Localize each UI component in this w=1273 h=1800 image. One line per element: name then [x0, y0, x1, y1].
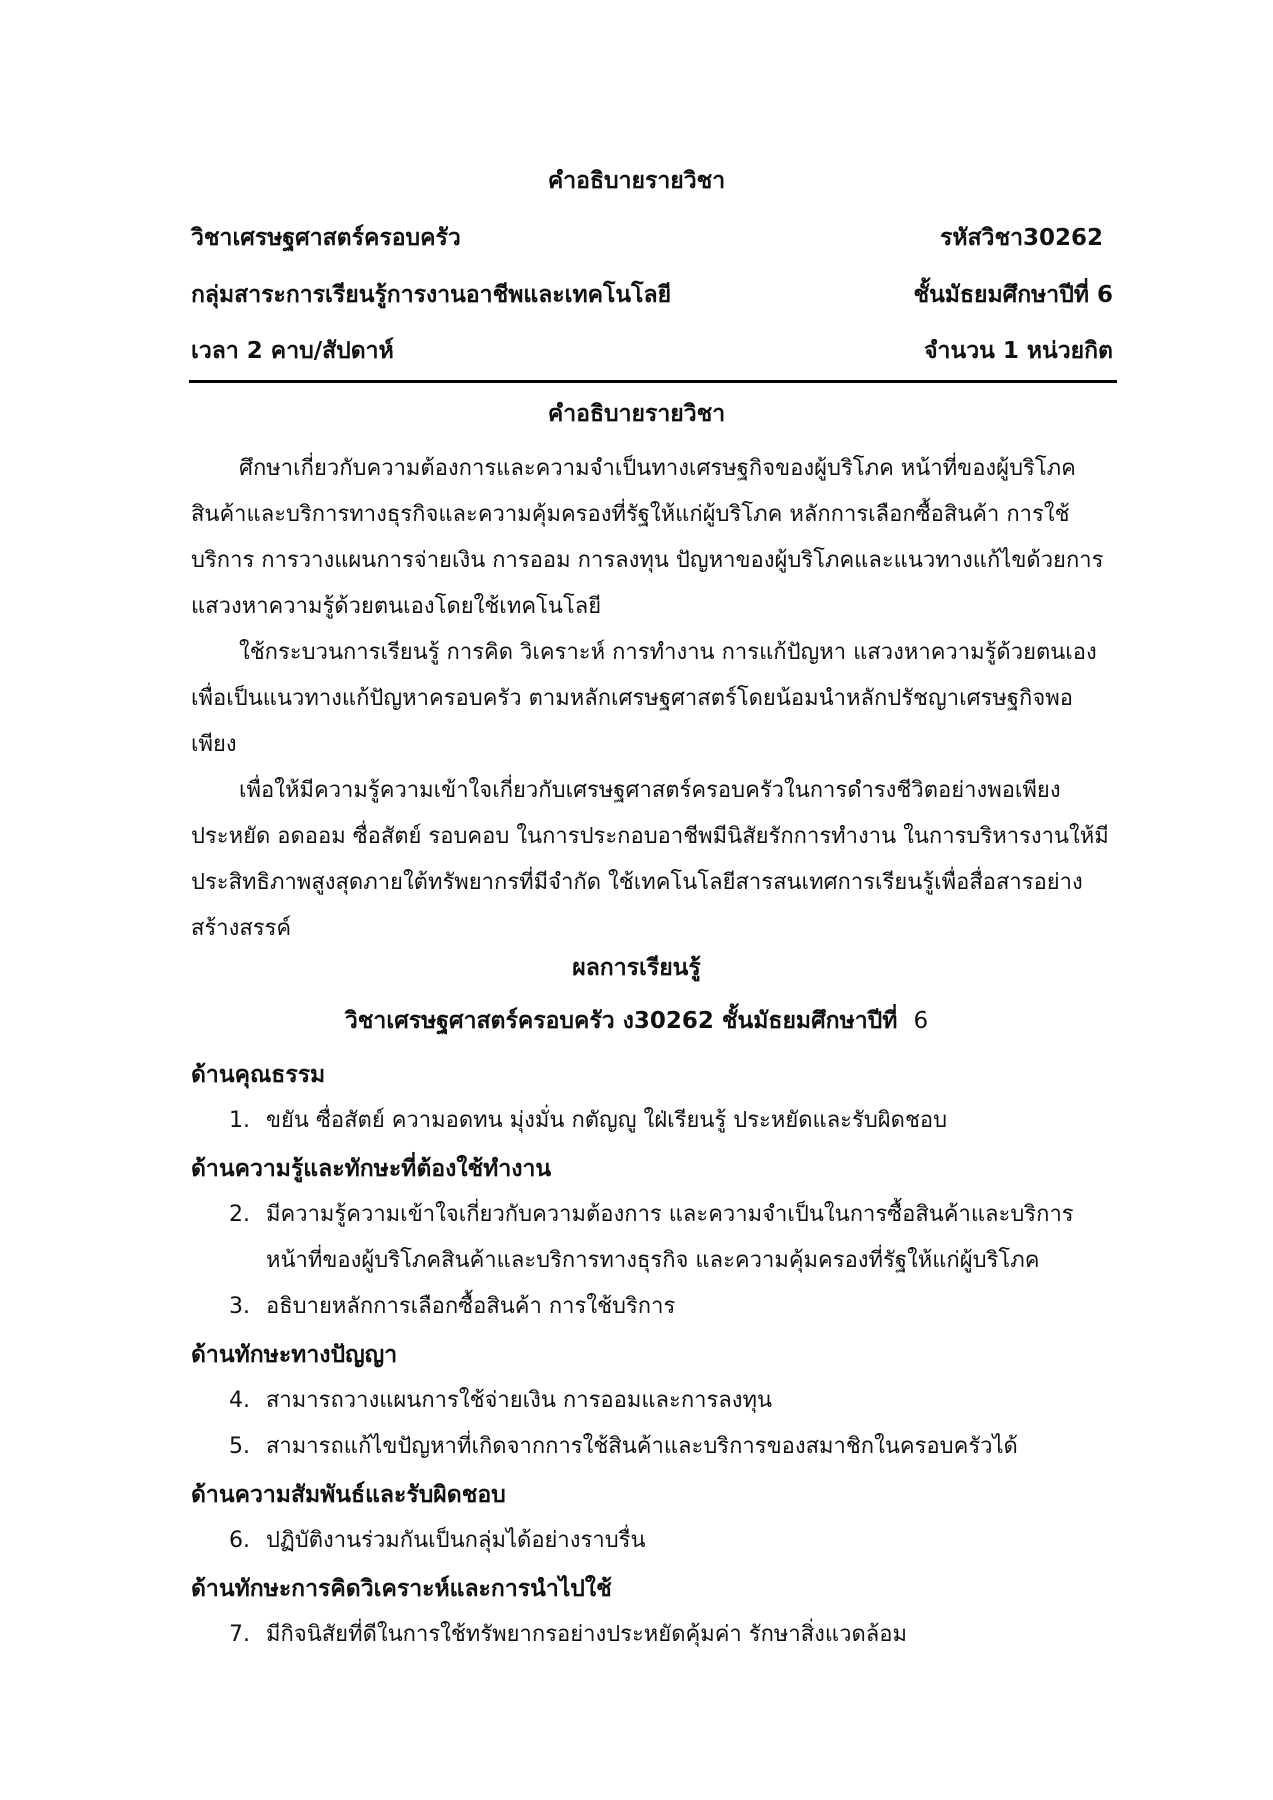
- outcome-text: สามารถแก้ไขปัญหาที่เกิดจากการใช้สินค้าและบริการของสมาชิกในครอบครัวได้: [266, 1434, 1018, 1459]
- outcome-group-knowledge: [191, 1146, 1113, 1330]
- grade-level: ชั้นมัธยมศึกษาปีที่ 6: [913, 282, 1113, 308]
- outcome-item: [191, 1098, 1113, 1144]
- outcomes-subtitle: [0, 1003, 1273, 1039]
- outcome-number: 5.: [229, 1434, 250, 1459]
- outcome-number: 2.: [229, 1202, 250, 1227]
- outcome-group-heading: ด้านทักษะการคิดวิเคราะห์และการนำไปใช้: [191, 1576, 612, 1602]
- outcome-number: 4.: [229, 1388, 250, 1413]
- outcome-text: ขยัน ซื่อสัตย์ ความอดทน มุ่งมั่น กตัญญู ใฝ่เรียนรู้ ประหยัดและรับผิดชอบ: [266, 1108, 948, 1133]
- header-divider: [189, 380, 1117, 383]
- outcome-item: [191, 1378, 1113, 1424]
- description-paragraph: ใช้กระบวนการเรียนรู้ การคิด วิเคราะห์ การทำงาน การแก้ปัญหา แสวงหาความรู้ด้วยตนเองเพื่อเป็นแนวทางแก้ปัญหาครอบครัว ตามหลักเศรษฐศาสตร์โดยน้อมนำหลักปรัชญาเศรษฐกิจพอเพียง: [191, 640, 1097, 757]
- outcome-item: [191, 1284, 1113, 1330]
- description-title: คำอธิบายรายวิชา: [547, 401, 726, 427]
- outcome-number: 1.: [229, 1108, 250, 1133]
- credit-count: จำนวน 1 หน่วยกิต: [924, 338, 1113, 364]
- subject-name: วิชาเศรษฐศาสตร์ครอบครัว: [191, 225, 461, 251]
- outcome-number: 7.: [229, 1622, 250, 1647]
- outcome-text: อธิบายหลักการเลือกซื้อสินค้า การใช้บริการ: [266, 1294, 676, 1319]
- outcome-group-heading: ด้านความสัมพันธ์และรับผิดชอบ: [191, 1482, 506, 1508]
- outcome-text: สามารถวางแผนการใช้จ่ายเงิน การออมและการลงทุน: [266, 1388, 773, 1413]
- outcome-number: 3.: [229, 1294, 250, 1319]
- course-description: [191, 446, 1111, 952]
- description-paragraph: ศึกษาเกี่ยวกับความต้องการและความจำเป็นทางเศรษฐกิจของผู้บริโภค หน้าที่ของผู้บริโภคสินค้าและบริการทางธุรกิจและความคุ้มครองที่รัฐให้แก่ผู้บริโภค หลักการเลือกซื้อสินค้า การใช้บริการ การวางแผนการจ่ายเงิน การออม การลงทุน ปัญหาของผู้บริโภคและแนวทางแก้ไขด้วยการแสวงหาความรู้ด้วยตนเองโดยใช้เทคโนโลยี: [191, 456, 1104, 619]
- outcomes-subtitle-grade: 6: [913, 1008, 929, 1034]
- outcome-group-heading: ด้านความรู้และทักษะที่ต้องใช้ทำงาน: [191, 1156, 552, 1182]
- outcome-group-heading: ด้านทักษะทางปัญญา: [191, 1342, 398, 1368]
- outcome-group-heading: ด้านคุณธรรม: [191, 1062, 326, 1088]
- outcome-group-intellect: [191, 1332, 1113, 1470]
- outcome-item: [191, 1518, 1113, 1564]
- outcome-text: มีกิจนิสัยที่ดีในการใช้ทรัพยากรอย่างประหยัดคุ้มค่า รักษาสิ่งแวดล้อม: [266, 1622, 907, 1647]
- study-time: เวลา 2 คาบ/สัปดาห์: [191, 338, 394, 364]
- header-row-subject: [191, 220, 1113, 256]
- outcome-item: [191, 1612, 1113, 1658]
- outcomes-title: ผลการเรียนรู้: [572, 955, 701, 981]
- subject-code: รหัสวิชา30262: [939, 225, 1103, 251]
- outcome-group-analysis: [191, 1566, 1113, 1658]
- header-row-area: [191, 277, 1113, 313]
- learning-outcomes: [191, 1050, 1113, 1658]
- outcome-text: มีความรู้ความเข้าใจเกี่ยวกับความต้องการ และความจำเป็นในการซื้อสินค้าและบริการ หน้าที่ของผู้บริโภคสินค้าและบริการทางธุรกิจ และความคุ้มครองที่รัฐให้แก่ผู้บริโภค: [266, 1202, 1074, 1273]
- outcome-item: [191, 1192, 1113, 1284]
- outcome-text: ปฏิบัติงานร่วมกันเป็นกลุ่มได้อย่างราบรื่น: [266, 1528, 646, 1553]
- outcome-group-relationship: [191, 1472, 1113, 1564]
- learning-area: กลุ่มสาระการเรียนรู้การงานอาชีพและเทคโนโลยี: [191, 282, 672, 308]
- page-title: คำอธิบายรายวิชา: [547, 168, 726, 194]
- outcome-group-morality: [191, 1052, 1113, 1144]
- outcome-number: 6.: [229, 1528, 250, 1553]
- header-row-time: [191, 333, 1113, 369]
- outcomes-subtitle-main: วิชาเศรษฐศาสตร์ครอบครัว ง30262 ชั้นมัธยมศึกษาปีที่: [344, 1008, 898, 1034]
- outcome-item: [191, 1424, 1113, 1470]
- description-paragraph: เพื่อให้มีความรู้ความเข้าใจเกี่ยวกับเศรษฐศาสตร์ครอบครัวในการดำรงชีวิตอย่างพอเพียง ประหยัด อดออม ซื่อสัตย์ รอบคอบ ในการประกอบอาชีพมีนิสัยรักการทำงาน ในการบริหารงานให้มีประสิทธิภาพสูงสุดภายใต้ทรัพยากรที่มีจำกัด ใช้เทคโนโลยีสารสนเทศการเรียนรู้เพื่อสื่อสารอย่างสร้างสรรค์: [191, 778, 1109, 941]
